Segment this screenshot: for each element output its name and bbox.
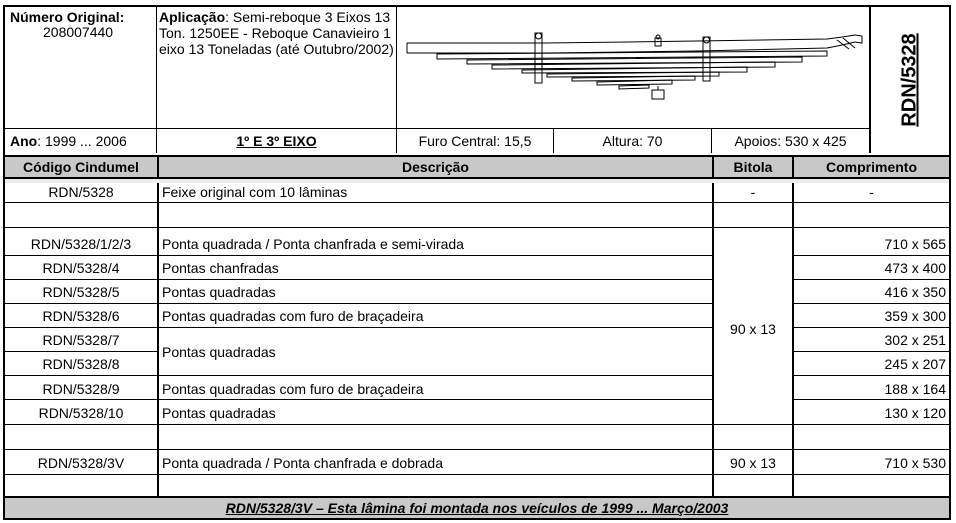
row-4-desc: Pontas quadradas com furo de braçadeira bbox=[162, 308, 424, 324]
row-3-code: RDN/5328/5 bbox=[42, 284, 120, 300]
numero-original-value: 208007440 bbox=[43, 24, 114, 40]
row-8-comp: 130 x 120 bbox=[884, 405, 946, 421]
row-9-comp: 710 x 530 bbox=[884, 455, 946, 471]
row-0-code: RDN/5328 bbox=[48, 184, 114, 200]
row-4-comp: 359 x 300 bbox=[884, 308, 946, 324]
altura-cell bbox=[554, 129, 712, 153]
row-8-desc: Pontas quadradas bbox=[162, 405, 276, 421]
vertical-code-text: RDN/5328 bbox=[898, 33, 921, 127]
aplicacao-text: : Semi-reboque 3 Eixos 13 Ton. 1250EE - Reboque Canavieiro 1 eixo 13 Toneladas (até Outubro/2002) bbox=[159, 9, 394, 57]
drawing-cell bbox=[397, 7, 871, 128]
row-0-comp: - bbox=[869, 184, 874, 200]
ano-text bbox=[10, 133, 127, 149]
furo-cell bbox=[397, 129, 554, 153]
furo-text: Furo Central: 15,5 bbox=[418, 133, 532, 149]
row-7-comp: 188 x 164 bbox=[884, 381, 946, 397]
row-3-comp: 416 x 350 bbox=[884, 284, 946, 300]
spec-sheet bbox=[3, 5, 951, 520]
row-9-bitola: 90 x 13 bbox=[730, 455, 776, 471]
row-2-desc: Pontas chanfradas bbox=[162, 260, 279, 276]
row-4-code: RDN/5328/6 bbox=[42, 308, 120, 324]
footer-note bbox=[5, 496, 949, 518]
row-1-desc: Ponta quadrada / Ponta chanfrada e semi-virada bbox=[162, 236, 464, 252]
row-1-code: RDN/5328/1/2/3 bbox=[30, 236, 132, 252]
aplicacao-cell bbox=[157, 7, 397, 128]
ano-value: : 1999 ... 2006 bbox=[37, 133, 127, 149]
col-codigo: Código Cindumel bbox=[23, 159, 139, 175]
row-6-comp: 245 x 207 bbox=[884, 356, 946, 372]
row-7-code: RDN/5328/9 bbox=[42, 381, 120, 397]
row-5-code: RDN/5328/7 bbox=[42, 332, 120, 348]
row-5-comp: 302 x 251 bbox=[884, 332, 946, 348]
ano-label: Ano bbox=[10, 133, 38, 149]
table-body bbox=[5, 179, 949, 496]
row-7-desc: Pontas quadradas com furo de braçadeira bbox=[162, 381, 424, 397]
col-bitola: Bitola bbox=[712, 157, 792, 177]
row-8-code: RDN/5328/10 bbox=[38, 405, 124, 421]
row-1-comp: 710 x 565 bbox=[884, 236, 946, 252]
vertical-code-cell bbox=[871, 7, 949, 153]
apoios-text: Apoios: 530 x 425 bbox=[734, 133, 847, 149]
numero-original-label: Número Original: bbox=[10, 9, 125, 25]
eixo-text: 1º E 3º EIXO bbox=[236, 133, 317, 149]
row-9-code: RDN/5328/3V bbox=[37, 455, 125, 471]
merged-bitola: 90 x 13 bbox=[730, 321, 776, 337]
numero-original-cell bbox=[5, 7, 157, 128]
row-6-code: RDN/5328/8 bbox=[42, 356, 120, 372]
row-0-bitola: - bbox=[750, 184, 756, 200]
table-header bbox=[5, 155, 949, 179]
leaf-spring-drawing bbox=[397, 7, 871, 128]
footer-note-text: RDN/5328/3V – Esta lâmina foi montada nos veículos de 1999 ... Março/2003 bbox=[225, 500, 729, 516]
eixo-cell bbox=[157, 129, 397, 153]
merged-desc-7-8: Pontas quadradas bbox=[162, 344, 276, 360]
col-comprimento: Comprimento bbox=[792, 157, 949, 177]
row-2-comp: 473 x 400 bbox=[884, 260, 946, 276]
ano-cell bbox=[5, 129, 157, 153]
row-2-code: RDN/5328/4 bbox=[42, 260, 120, 276]
row-9-desc: Ponta quadrada / Ponta chanfrada e dobrada bbox=[162, 455, 443, 471]
apoios-cell bbox=[712, 129, 871, 153]
aplicacao-block bbox=[159, 9, 395, 57]
row-3-desc: Pontas quadradas bbox=[162, 284, 276, 300]
row-0-desc: Feixe original com 10 lâminas bbox=[162, 184, 348, 200]
aplicacao-label: Aplicação bbox=[159, 9, 226, 25]
altura-text: Altura: 70 bbox=[602, 133, 663, 149]
col-descricao: Descrição bbox=[157, 157, 712, 177]
